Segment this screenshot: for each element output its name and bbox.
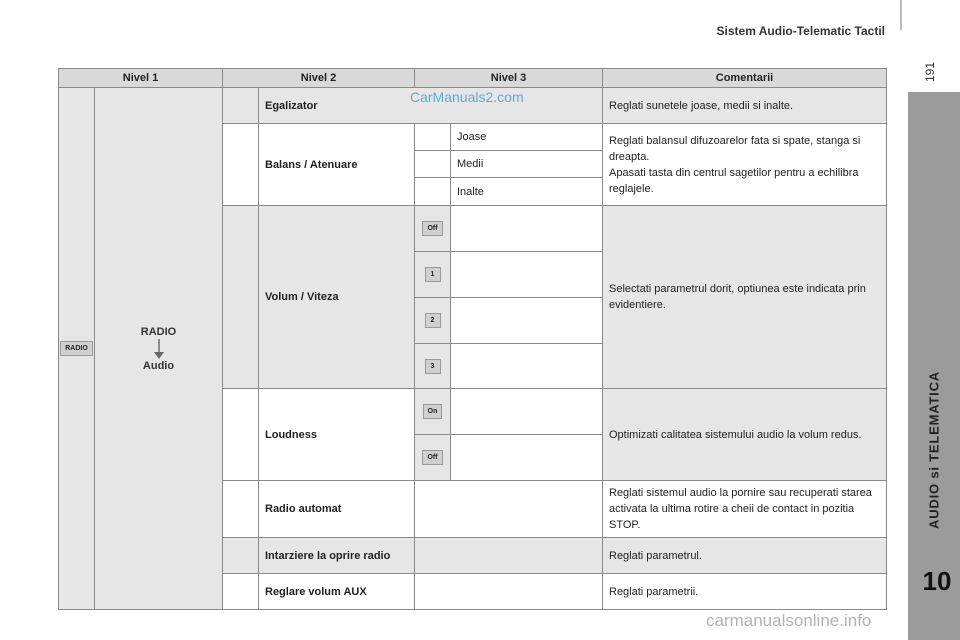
header-nivel-1: Nivel 1 (59, 69, 223, 88)
level-1-badge-icon: 1 (425, 267, 441, 282)
empty-cell (415, 574, 603, 610)
option-off-cell (415, 206, 451, 252)
row-balans-label: Balans / Atenuare (259, 124, 415, 206)
option-3-cell (415, 344, 451, 389)
spacer-cell (223, 389, 259, 481)
spacer-cell (223, 538, 259, 574)
row-egalizator-comment: Reglati sunetele joase, medii si inalte. (603, 88, 887, 124)
page-header-title: Sistem Audio-Telematic Tactil (716, 24, 885, 38)
arrow-down-icon (153, 339, 165, 359)
spacer-cell (415, 124, 451, 151)
option-inalte: Inalte (451, 178, 603, 206)
level2-audio-label: Audio (142, 359, 175, 372)
header-divider (900, 0, 902, 30)
level2-path-cell (95, 88, 223, 610)
on-badge-icon: On (423, 404, 443, 419)
row-egalizator-label: Egalizator (259, 88, 603, 124)
level2-radio-label: RADIO (140, 325, 177, 338)
page-number: 191 (923, 61, 937, 83)
option-on-cell (415, 389, 451, 435)
row-aux-label: Reglare volum AUX (259, 574, 415, 610)
row-aux-comment: Reglati parametrii. (603, 574, 887, 610)
menu-table (58, 68, 887, 610)
row-radio-automat-comment: Reglati sistemul audio la pornire sau recuperati starea activata la ultima rotire a cheii de contact in pozitia STOP. (603, 481, 887, 538)
header-comentarii: Comentarii (603, 69, 887, 88)
off-badge-icon: Off (422, 221, 442, 236)
row-balans-comment: Reglati balansul difuzoarelor fata si spate, stanga si dreapta. Apasati tasta din centrul sagetilor pentru a echilibra reglajele. (603, 124, 887, 206)
empty-cell (451, 435, 603, 481)
option-off-cell (415, 435, 451, 481)
spacer-cell (223, 206, 259, 389)
option-medii: Medii (451, 151, 603, 178)
option-joase: Joase (451, 124, 603, 151)
spacer-cell (415, 178, 451, 206)
option-2-cell (415, 298, 451, 344)
watermark-top: CarManuals2.com (410, 89, 524, 105)
spacer-cell (223, 574, 259, 610)
row-radio-automat-label: Radio automat (259, 481, 415, 538)
spacer-cell (223, 481, 259, 538)
row-loudness-label: Loudness (259, 389, 415, 481)
radio-icon: RADIO (60, 341, 93, 356)
watermark-bottom: carmanualsonline.info (706, 611, 872, 630)
off-badge-icon: Off (422, 450, 442, 465)
empty-cell (415, 481, 603, 538)
table-header-row (59, 69, 887, 88)
empty-cell (451, 298, 603, 344)
level-2-badge-icon: 2 (425, 313, 441, 328)
option-1-cell (415, 252, 451, 298)
empty-cell (451, 206, 603, 252)
spacer-cell (415, 151, 451, 178)
level-3-badge-icon: 3 (425, 359, 441, 374)
empty-cell (451, 252, 603, 298)
row-intarziere-label: Intarziere la oprire radio (259, 538, 415, 574)
row-volum-comment: Selectati parametrul dorit, optiunea este indicata prin evidentiere. (603, 206, 887, 389)
spacer-cell (223, 124, 259, 206)
row-intarziere-comment: Reglati parametrul. (603, 538, 887, 574)
row-loudness-comment: Optimizati calitatea sistemului audio la volum redus. (603, 389, 887, 481)
chapter-side-bar (908, 92, 960, 640)
spacer-cell (223, 88, 259, 124)
header-nivel-2: Nivel 2 (223, 69, 415, 88)
empty-cell (415, 538, 603, 574)
empty-cell (451, 389, 603, 435)
empty-cell (451, 344, 603, 389)
row-volum-label: Volum / Viteza (259, 206, 415, 389)
level1-cell (59, 88, 95, 610)
chapter-label: AUDIO si TELEMATICA (926, 371, 942, 529)
chapter-number: 10 (922, 566, 952, 596)
header-nivel-3: Nivel 3 (415, 69, 603, 88)
